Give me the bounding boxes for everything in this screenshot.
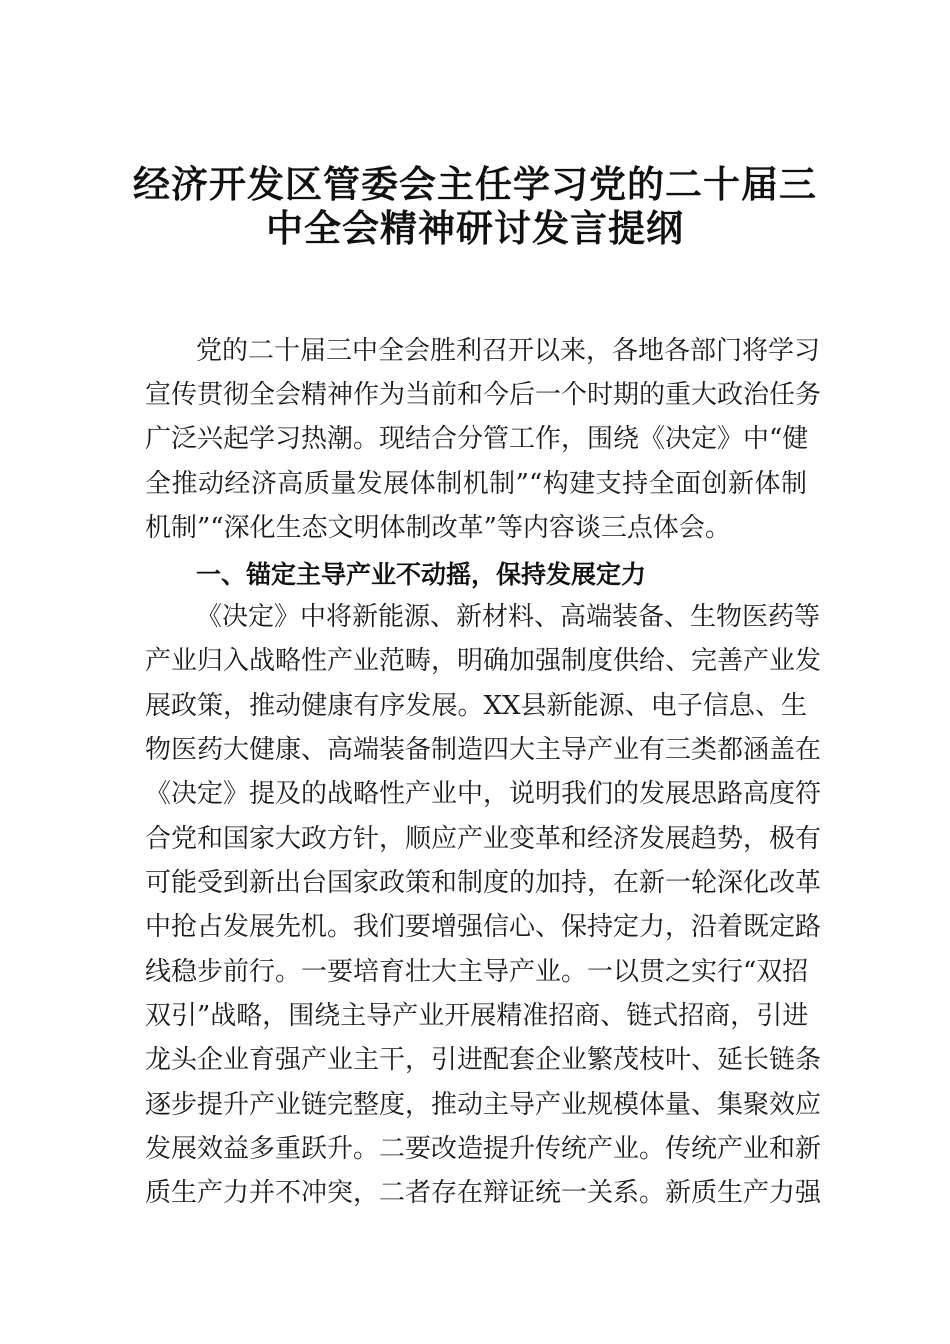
intro-paragraph-line: 机制”“深化生态文明体制改革”等内容谈三点体会。 (145, 513, 731, 543)
section-paragraph-line: 质生产力并不冲突，二者存在辩证统一关系。新质生产力强 (145, 1178, 822, 1208)
section-paragraph-line: 物医药大健康、高端装备制造四大主导产业有三类都涵盖在 (145, 735, 822, 765)
section-paragraph-line: 产业归入战略性产业范畴，明确加强制度供给、完善产业发 (145, 646, 822, 676)
section-paragraph-line: 合党和国家大政方针，顺应产业变革和经济发展趋势，极有 (145, 824, 822, 854)
intro-paragraph-line: 宣传贯彻全会精神作为当前和今后一个时期的重大政治任务 (145, 380, 822, 410)
section-heading: 一、锚定主导产业不动摇，保持发展定力 (196, 560, 647, 589)
section-paragraph-line: 中抢占发展先机。我们要增强信心、保持定力，沿着既定路 (145, 912, 822, 942)
document-title-line-1: 经济开发区管委会主任学习党的二十届三 (133, 162, 817, 206)
document-title-line-2: 中全会精神研讨发言提纲 (266, 206, 684, 250)
section-paragraph-line: 展政策，推动健康有序发展。XX县新能源、电子信息、生 (145, 691, 807, 721)
section-paragraph-line: 逐步提升产业链完整度，推动主导产业规模体量、集聚效应 (145, 1090, 822, 1120)
intro-paragraph-line: 党的二十届三中全会胜利召开以来，各地各部门将学习 (196, 336, 821, 366)
intro-paragraph-line: 全推动经济高质量发展体制机制”“构建支持全面创新体制 (145, 469, 807, 499)
section-paragraph-line: 线稳步前行。一要培育壮大主导产业。一以贯之实行“双招 (145, 957, 809, 987)
section-paragraph-line: 双引”战略，围绕主导产业开展精准招商、链式招商，引进 (145, 1001, 809, 1031)
section-paragraph-line: 发展效益多重跃升。二要改造提升传统产业。传统产业和新 (145, 1134, 822, 1164)
intro-paragraph-line: 广泛兴起学习热潮。现结合分管工作，围绕《决定》中“健 (145, 424, 809, 454)
section-paragraph-line: 《决定》中将新能源、新材料、高端装备、生物医药等 (196, 602, 821, 632)
section-paragraph-line: 《决定》提及的战略性产业中，说明我们的发展思路高度符 (145, 779, 822, 809)
section-paragraph-line: 可能受到新出台国家政策和制度的加持，在新一轮深化改革 (145, 868, 822, 898)
section-paragraph-line: 龙头企业育强产业主干，引进配套企业繁茂枝叶、延长链条 (145, 1045, 822, 1075)
